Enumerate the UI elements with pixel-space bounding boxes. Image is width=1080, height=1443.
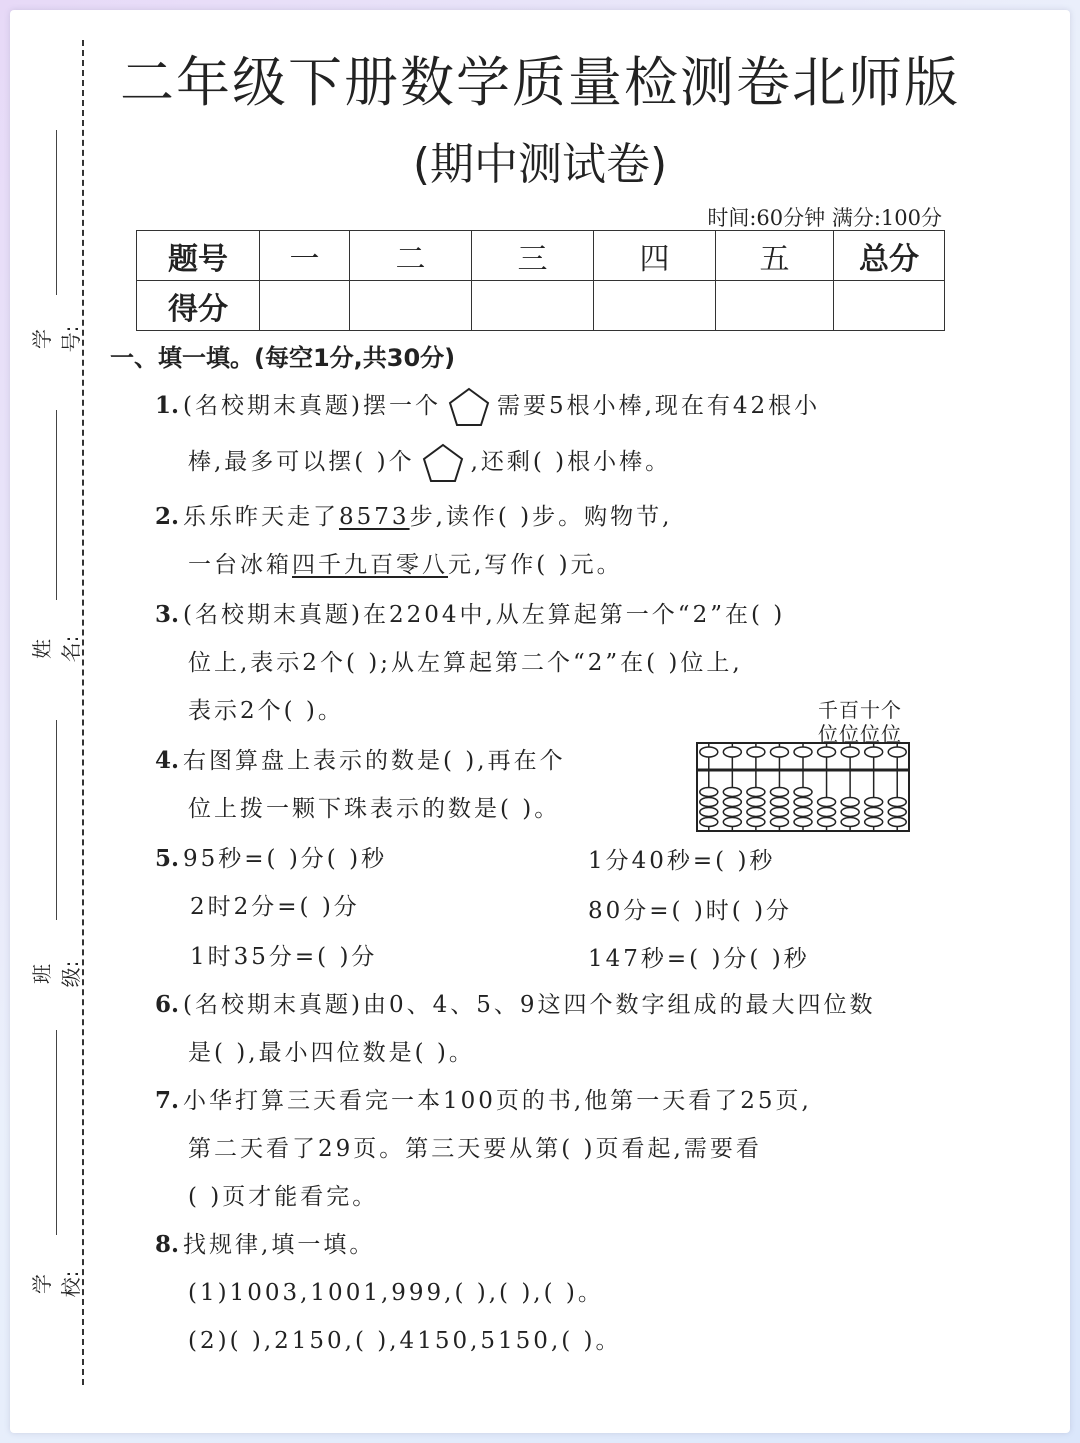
question-number: 3.	[155, 601, 180, 628]
abacus-lower-bead	[747, 818, 765, 827]
question-8-sub-2	[188, 1322, 622, 1355]
abacus-upper-bead	[818, 747, 836, 757]
abacus-lower-bead	[700, 788, 718, 797]
score-header-cell: 一	[260, 231, 350, 281]
question-text: (1)1003,1001,999,( ),( ),( )。	[188, 1280, 604, 1306]
abacus-place-label: 位位位位	[818, 722, 902, 746]
question-number: 8.	[155, 1231, 180, 1258]
abacus-lower-bead	[723, 788, 741, 797]
class-label: 班级:	[30, 960, 83, 988]
page-subtitle: (期中测试卷)	[412, 139, 668, 190]
score-cell[interactable]	[350, 281, 472, 331]
abacus-upper-bead	[888, 747, 906, 757]
question-4-line-2	[188, 790, 560, 823]
question-text: 元,写作( )元。	[448, 552, 623, 578]
abacus-lower-bead	[723, 808, 741, 817]
abacus-lower-bead	[841, 818, 859, 827]
question-2-line-2	[188, 546, 623, 579]
score-header-cell: 三	[472, 231, 594, 281]
question-text: (名校期末真题)摆一个	[183, 393, 441, 419]
question-text: 95秒=( )分( )秒	[183, 846, 388, 872]
score-cell[interactable]	[472, 281, 594, 331]
abacus-lower-bead	[747, 808, 765, 817]
question-6-line-1	[155, 986, 876, 1019]
question-1-line-1	[155, 386, 820, 428]
student-no-label: 学号:	[30, 325, 83, 353]
question-text: (名校期末真题)在2204中,从左算起第一个“2”在( )	[183, 602, 786, 628]
question-text: ( )页才能看完。	[188, 1184, 379, 1210]
question-text: 需要5根小棒,现在有42根小	[496, 393, 821, 419]
question-number: 6.	[155, 991, 180, 1018]
abacus-lower-bead	[700, 808, 718, 817]
question-3-line-2	[188, 644, 743, 677]
abacus-lower-bead	[700, 798, 718, 807]
question-2-line-1	[155, 498, 672, 531]
abacus-lower-bead	[723, 798, 741, 807]
abacus-lower-bead	[865, 808, 883, 817]
question-text: 位上,表示2个( );从左算起第二个“2”在( )位上,	[188, 650, 743, 676]
question-5-row-1b	[588, 842, 775, 875]
abacus-lower-bead	[865, 798, 883, 807]
question-3-line-1	[155, 596, 785, 629]
abacus-lower-bead	[794, 808, 812, 817]
score-row-label: 得分	[137, 281, 260, 331]
abacus-lower-bead	[770, 798, 788, 807]
question-text: 147秒=( )分( )秒	[588, 946, 810, 972]
abacus-upper-bead	[700, 747, 718, 757]
school-label: 学校:	[30, 1270, 83, 1298]
abacus-upper-bead	[723, 747, 741, 757]
score-cell[interactable]	[716, 281, 834, 331]
abacus-lower-bead	[794, 788, 812, 797]
question-number: 2.	[155, 503, 180, 530]
abacus-lower-bead	[723, 818, 741, 827]
question-5-row-3	[190, 938, 377, 971]
score-header-cell: 四	[594, 231, 716, 281]
question-text: 找规律,填一填。	[183, 1232, 376, 1258]
question-text: 2时2分=( )分	[190, 894, 360, 920]
question-5-row-2b	[588, 892, 792, 925]
abacus-lower-bead	[841, 808, 859, 817]
question-text: (名校期末真题)由0、4、5、9这四个数字组成的最大四位数	[183, 992, 876, 1018]
question-7-line-3	[188, 1178, 378, 1211]
binding-dashed-line	[82, 40, 84, 1385]
question-number: 1.	[155, 392, 180, 419]
name-label: 姓名:	[30, 635, 83, 663]
score-header-cell: 总分	[834, 231, 945, 281]
abacus-lower-bead	[818, 818, 836, 827]
abacus-lower-bead	[794, 818, 812, 827]
score-header-cell: 题号	[137, 231, 260, 281]
question-text: 棒,最多可以摆( )个	[188, 449, 415, 475]
question-text: 1时35分=( )分	[190, 944, 378, 970]
question-text: 一台冰箱	[188, 552, 292, 578]
question-text: 小华打算三天看完一本100页的书,他第一天看了25页,	[183, 1088, 812, 1114]
score-header-cell: 二	[350, 231, 472, 281]
question-text: 乐乐昨天走了	[183, 504, 340, 530]
question-4-line-1	[155, 742, 566, 775]
page-title: 二年级下册数学质量检测卷北师版	[120, 51, 960, 114]
score-cell[interactable]	[594, 281, 716, 331]
abacus-lower-bead	[888, 808, 906, 817]
score-table	[136, 230, 945, 331]
question-number: 7.	[155, 1087, 180, 1114]
school-line	[56, 1030, 57, 1235]
abacus-lower-bead	[888, 798, 906, 807]
score-table-score-row	[137, 281, 945, 331]
question-text: 1分40秒=( )秒	[588, 848, 776, 874]
abacus-place-label: 千百十个	[818, 698, 902, 722]
class-line	[56, 720, 57, 920]
abacus-lower-bead	[700, 818, 718, 827]
question-text: 第二天看了29页。第三天要从第( )页看起,需要看	[188, 1136, 762, 1162]
score-cell[interactable]	[260, 281, 350, 331]
pentagon-icon	[421, 442, 465, 484]
underlined-number: 四千九百零八	[292, 552, 448, 578]
abacus-lower-bead	[841, 798, 859, 807]
abacus-lower-bead	[747, 788, 765, 797]
abacus-lower-bead	[770, 788, 788, 797]
pentagon-icon	[447, 386, 491, 428]
question-8-line-1	[155, 1226, 375, 1259]
question-number: 5.	[155, 845, 180, 872]
score-cell[interactable]	[834, 281, 945, 331]
abacus-upper-bead	[747, 747, 765, 757]
question-text: (2)( ),2150,( ),4150,5150,( )。	[188, 1328, 622, 1354]
question-5-row-1	[155, 840, 387, 873]
question-8-sub-1	[188, 1274, 604, 1307]
abacus-lower-bead	[770, 818, 788, 827]
question-1-line-2	[188, 442, 671, 484]
question-number: 4.	[155, 747, 180, 774]
score-header-cell: 五	[716, 231, 834, 281]
abacus-lower-bead	[888, 818, 906, 827]
question-text: 表示2个( )。	[188, 698, 344, 724]
abacus-lower-bead	[770, 808, 788, 817]
abacus-lower-bead	[865, 818, 883, 827]
question-text: 位上拨一颗下珠表示的数是( )。	[188, 796, 561, 822]
question-text: 步,读作( )步。购物节,	[409, 504, 673, 530]
abacus-upper-bead	[770, 747, 788, 757]
question-7-line-1	[155, 1082, 812, 1115]
question-text: 80分=( )时( )分	[588, 898, 793, 924]
question-text: 是( ),最小四位数是( )。	[188, 1040, 475, 1066]
abacus-upper-bead	[841, 747, 859, 757]
abacus-lower-bead	[818, 808, 836, 817]
abacus-lower-bead	[794, 798, 812, 807]
question-5-row-2	[190, 888, 360, 921]
score-table-header-row	[137, 231, 945, 281]
abacus-upper-bead	[794, 747, 812, 757]
question-3-line-3	[188, 692, 344, 725]
question-text: ,还剩( )根小棒。	[470, 449, 672, 475]
underlined-number: 8573	[339, 504, 410, 530]
question-text: 右图算盘上表示的数是( ),再在个	[183, 748, 566, 774]
section-heading: 一、填一填。(每空1分,共30分)	[110, 344, 456, 372]
abacus-lower-bead	[747, 798, 765, 807]
abacus-upper-bead	[865, 747, 883, 757]
name-line	[56, 410, 57, 600]
abacus-diagram	[696, 742, 910, 832]
question-5-row-3b	[588, 940, 810, 973]
time-info: 时间:60分钟 满分:100分	[707, 206, 942, 230]
question-6-line-2	[188, 1034, 475, 1067]
question-7-line-2	[188, 1130, 762, 1163]
abacus-lower-bead	[818, 798, 836, 807]
